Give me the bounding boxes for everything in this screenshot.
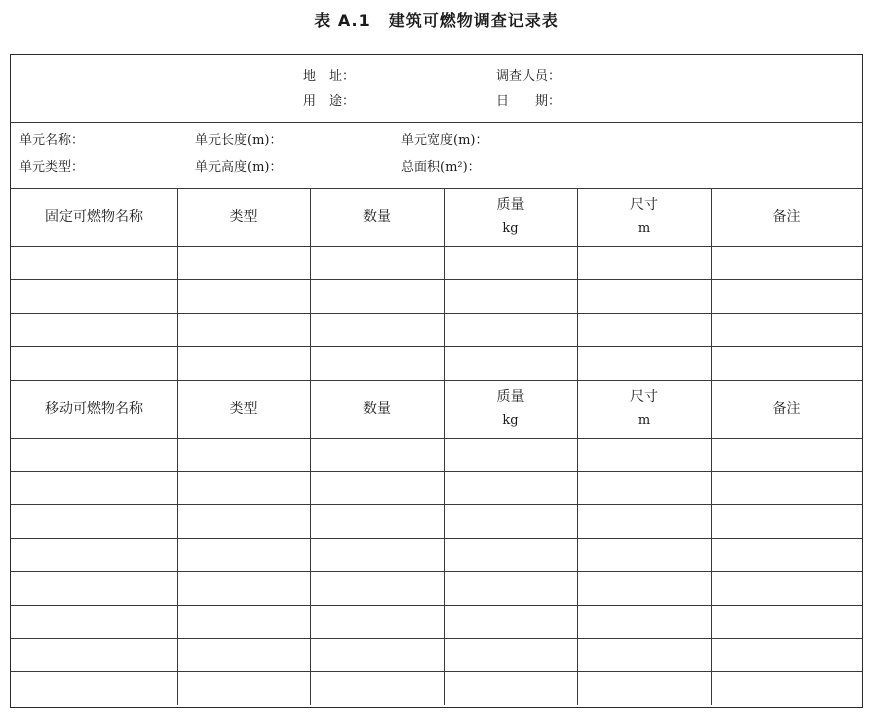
unit-length-label: 单元长度(m)： (195, 133, 283, 148)
surveyor-label: 调查人员： (496, 69, 562, 84)
fixed-table-header-label: 备注 (772, 209, 801, 225)
column-divider (177, 188, 178, 705)
usage-label: 用 途： (303, 94, 356, 109)
fixed-table-entry-cell[interactable] (177, 313, 310, 346)
movable-table-entry-cell[interactable] (177, 538, 310, 571)
movable-table-header-cell (11, 380, 177, 438)
fixed-table-entry-cell[interactable] (444, 279, 577, 312)
movable-table-entry-cell[interactable] (577, 605, 711, 638)
movable-table-entry-cell[interactable] (11, 638, 177, 671)
movable-table-entry-cell[interactable] (444, 671, 577, 704)
column-divider (444, 188, 445, 705)
movable-table-header-label: 质量 (496, 388, 525, 405)
movable-table-entry-cell[interactable] (177, 638, 310, 671)
movable-table-entry-cell[interactable] (711, 605, 862, 638)
movable-table-entry-cell[interactable] (11, 605, 177, 638)
fixed-table-header-unit: m (637, 221, 651, 236)
movable-table-header-label: 类型 (229, 400, 258, 417)
movable-table-entry-cell[interactable] (711, 638, 862, 671)
fixed-table-entry-cell[interactable] (177, 246, 310, 279)
document-title (0, 8, 873, 31)
movable-table-entry-cell[interactable] (310, 504, 444, 537)
movable-table-entry-cell[interactable] (11, 538, 177, 571)
fixed-table-header-unit: kg (502, 221, 519, 236)
movable-table-entry-cell[interactable] (577, 438, 711, 471)
movable-table-header-unit: kg (502, 412, 519, 428)
fixed-table-entry-cell[interactable] (310, 346, 444, 379)
fixed-table-header-cell (310, 188, 444, 246)
fixed-table-entry-cell[interactable] (577, 346, 711, 379)
movable-table-entry-cell[interactable] (310, 471, 444, 504)
fixed-table-entry-cell[interactable] (444, 313, 577, 346)
fixed-table-entry-cell[interactable] (711, 246, 862, 279)
movable-table-header-cell (177, 380, 310, 438)
fixed-table-entry-cell[interactable] (11, 313, 177, 346)
column-divider (711, 188, 712, 705)
movable-table-header-label: 数量 (363, 400, 391, 417)
fixed-table-entry-cell[interactable] (711, 313, 862, 346)
movable-table-entry-cell[interactable] (177, 605, 310, 638)
fixed-table-header-label: 数量 (363, 209, 391, 225)
movable-table-entry-cell[interactable] (444, 471, 577, 504)
divider-header (11, 122, 862, 123)
movable-table-entry-cell[interactable] (310, 571, 444, 604)
movable-table-entry-cell[interactable] (177, 571, 310, 604)
movable-table-entry-cell[interactable] (310, 671, 444, 704)
unit-type-label: 单元类型： (19, 160, 85, 175)
unit-name-label: 单元名称： (19, 133, 85, 148)
movable-table-entry-cell[interactable] (444, 538, 577, 571)
movable-table-entry-cell[interactable] (11, 571, 177, 604)
movable-table-entry-cell[interactable] (177, 671, 310, 704)
movable-table-header-label: 备注 (772, 400, 801, 417)
movable-table-entry-cell[interactable] (577, 471, 711, 504)
column-divider (577, 188, 578, 705)
movable-table-entry-cell[interactable] (444, 504, 577, 537)
fixed-table-entry-cell[interactable] (444, 246, 577, 279)
movable-table-entry-cell[interactable] (11, 504, 177, 537)
movable-table-entry-cell[interactable] (310, 538, 444, 571)
movable-table-entry-cell[interactable] (711, 471, 862, 504)
movable-table-entry-cell[interactable] (11, 671, 177, 704)
fixed-table-entry-cell[interactable] (11, 279, 177, 312)
fixed-table-entry-cell[interactable] (177, 346, 310, 379)
fixed-table-entry-cell[interactable] (11, 246, 177, 279)
movable-table-header-cell (711, 380, 862, 438)
unit-width-label: 单元宽度(m)： (401, 133, 489, 148)
movable-table-header-cell (310, 380, 444, 438)
fixed-table-entry-cell[interactable] (11, 346, 177, 379)
movable-table-entry-cell[interactable] (444, 438, 577, 471)
movable-table-header-unit: m (637, 412, 651, 428)
movable-table-header-cell (444, 380, 577, 438)
movable-table-entry-cell[interactable] (711, 538, 862, 571)
fixed-table-header-cell (11, 188, 177, 246)
movable-table-entry-cell[interactable] (577, 571, 711, 604)
movable-table-entry-cell[interactable] (444, 571, 577, 604)
table-number: 表 A.1 (314, 11, 371, 30)
movable-table-entry-cell[interactable] (177, 438, 310, 471)
movable-table-entry-cell[interactable] (711, 671, 862, 704)
movable-table-entry-cell[interactable] (711, 571, 862, 604)
movable-table-entry-cell[interactable] (310, 605, 444, 638)
fixed-table-entry-cell[interactable] (577, 246, 711, 279)
movable-table-entry-cell[interactable] (577, 504, 711, 537)
table-title: 建筑可燃物调查记录表 (388, 11, 559, 30)
fixed-table-header-cell (577, 188, 711, 246)
fixed-table-header-cell (444, 188, 577, 246)
movable-table-entry-cell[interactable] (577, 638, 711, 671)
survey-form (10, 54, 863, 708)
movable-table-entry-cell[interactable] (310, 438, 444, 471)
fixed-table-header-cell (177, 188, 310, 246)
total-area-label: 总面积(m²)： (401, 160, 481, 175)
fixed-table-header-label: 类型 (229, 209, 258, 225)
movable-table-entry-cell[interactable] (444, 638, 577, 671)
movable-table-entry-cell[interactable] (11, 438, 177, 471)
fixed-table-header-label: 尺寸 (630, 197, 658, 213)
fixed-table-entry-cell[interactable] (310, 279, 444, 312)
fixed-table-entry-cell[interactable] (711, 346, 862, 379)
address-label: 地 址： (303, 69, 356, 84)
fixed-table-header-label: 质量 (496, 197, 525, 213)
movable-table-entry-cell[interactable] (177, 504, 310, 537)
movable-table-header-label: 移动可燃物名称 (45, 400, 143, 417)
fixed-table-entry-cell[interactable] (310, 313, 444, 346)
movable-table-entry-cell[interactable] (444, 605, 577, 638)
movable-table-entry-cell[interactable] (711, 438, 862, 471)
fixed-table-entry-cell[interactable] (444, 346, 577, 379)
movable-table-entry-cell[interactable] (577, 538, 711, 571)
fixed-table-entry-cell[interactable] (577, 313, 711, 346)
fixed-table-header-cell (711, 188, 862, 246)
movable-table-entry-cell[interactable] (177, 471, 310, 504)
movable-table-entry-cell[interactable] (310, 638, 444, 671)
movable-table-entry-cell[interactable] (11, 471, 177, 504)
fixed-table-header-label: 固定可燃物名称 (45, 209, 143, 225)
column-divider (310, 188, 311, 705)
movable-table-entry-cell[interactable] (711, 504, 862, 537)
movable-table-header-cell (577, 380, 711, 438)
movable-table-entry-cell[interactable] (577, 671, 711, 704)
fixed-table-entry-cell[interactable] (177, 279, 310, 312)
fixed-table-entry-cell[interactable] (577, 279, 711, 312)
movable-table-header-label: 尺寸 (630, 388, 658, 405)
fixed-table-entry-cell[interactable] (310, 246, 444, 279)
unit-height-label: 单元高度(m)： (195, 160, 283, 175)
fixed-table-entry-cell[interactable] (711, 279, 862, 312)
date-label: 日 期： (496, 94, 562, 109)
